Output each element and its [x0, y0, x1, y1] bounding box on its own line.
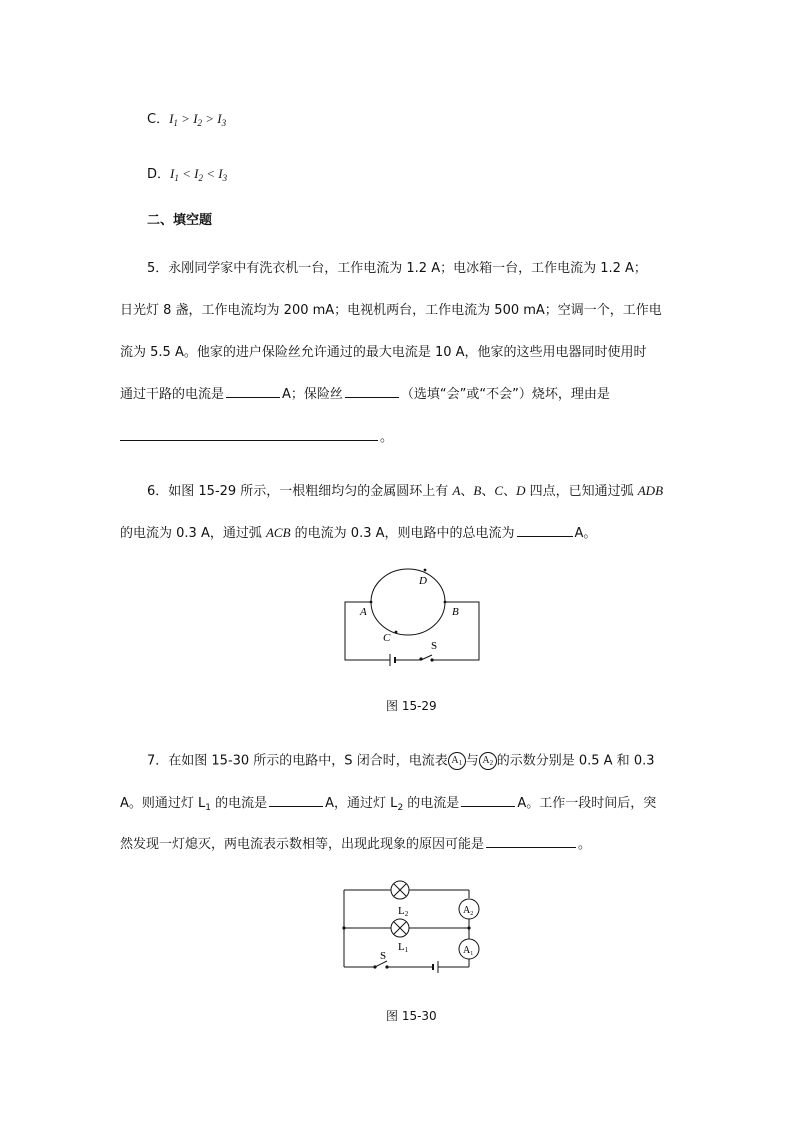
q5-line4	[120, 385, 610, 404]
label-s: S	[380, 950, 387, 962]
sep: 、	[481, 484, 495, 499]
q5-text-a: 通过干路的电流是	[120, 387, 225, 402]
sep: 、	[460, 484, 474, 499]
wire-left	[345, 602, 390, 660]
q5-text-b: A；保险丝	[282, 387, 343, 402]
sep: 、	[503, 484, 517, 499]
q7-blank-reason[interactable]	[486, 835, 576, 848]
q5-line1: 5．永刚同学家中有洗衣机一台，工作电流为 1.2 A；电冰箱一台，工作电流为 1.2 A；	[147, 261, 647, 276]
label-d: D	[419, 575, 427, 587]
section-title: 二、填空题	[147, 213, 213, 228]
figure-15-29	[335, 562, 485, 668]
q7-text-g: A。工作一段时间后，突	[517, 796, 657, 811]
label-a1: $A_1$	[463, 945, 474, 957]
q5-line2: 日光灯 8 盏，工作电流均为 200 mA；电视机两台，工作电流为 500 mA；空调一个，工作电	[120, 303, 662, 318]
label-l2: L2	[398, 905, 409, 918]
q7-line3	[120, 835, 591, 854]
q7-text-e: A，通过灯 L	[325, 796, 398, 811]
metal-ring	[371, 569, 445, 635]
point-d: D	[516, 483, 526, 498]
arc-adb: ADB	[637, 483, 664, 498]
q7-text-f: 的电流是	[403, 796, 460, 811]
figure-15-30	[340, 878, 486, 974]
switch-blade	[421, 655, 432, 660]
q5-text-c: （选填“会”或“不会”）烧坏，理由是	[400, 387, 610, 402]
q6-blank-total[interactable]	[517, 524, 573, 537]
q7-line2: A。则通过灯 $L_1$ 的电流是 A，通过灯 $L_2$ 的电流是 A。工作一段时间后，突	[120, 796, 657, 813]
caption-15-30: 图 15-30	[386, 1009, 437, 1023]
q5-blank-current[interactable]	[226, 385, 280, 398]
option-c-expr: $I_1 > I_2 > I_3$	[169, 111, 227, 128]
label-s: S	[431, 640, 438, 652]
option-d	[147, 165, 227, 184]
q6-text-b: 四点，已知通过弧	[525, 484, 638, 499]
point-a: A	[452, 483, 461, 498]
q5-blank-fuse[interactable]	[345, 385, 399, 398]
q7-blank-l1[interactable]	[269, 794, 323, 807]
label-a2: $A_2$	[463, 905, 474, 917]
q7-text-h: 然发现一灯熄灭，两电流表示数相等，出现此现象的原因可能是	[120, 837, 485, 852]
q7-text-i: 。	[578, 837, 592, 852]
option-d-expr: $I_1 < I_2 < I_3$	[170, 166, 228, 183]
q5-line5-end: 。	[380, 430, 394, 445]
caption-15-29: 图 15-29	[386, 699, 437, 713]
q7-text-a: 7．在如图 15-30 所示的电路中，S 闭合时，电流表	[147, 753, 448, 769]
q7-blank-l2[interactable]	[461, 794, 515, 807]
q6-text-d: 的电流为 0.3 A，则电路中的总电流为	[290, 526, 515, 541]
q7-line1	[147, 752, 655, 771]
q7-text-yu: 与	[465, 753, 479, 769]
option-c	[147, 110, 226, 129]
label-b: B	[452, 606, 459, 618]
ammeter-a2-symbol: $A_2$	[479, 752, 497, 770]
point-b: B	[473, 483, 482, 498]
q5-blank-reason[interactable]	[120, 428, 378, 441]
q7-text-d: 的电流是	[211, 796, 268, 811]
arc-acb: ACB	[265, 525, 291, 540]
option-d-label: D．	[147, 167, 171, 182]
point-c: C	[494, 483, 504, 498]
label-l1: L1	[398, 941, 409, 954]
q6-line1	[147, 482, 663, 501]
q6-text-e: A。	[574, 526, 597, 541]
q5-line3: 流为 5.5 A。他家的进户保险丝允许通过的最大电流是 10 A，他家的这些用电器同时使用时	[120, 345, 647, 360]
q7-text-c: A。则通过灯 L	[120, 796, 206, 811]
label-c: C	[383, 632, 391, 644]
label-a: A	[360, 606, 367, 618]
q6-text-a: 6．如图 15-29 所示，一根粗细均匀的金属圆环上有	[147, 484, 453, 499]
q6-line2	[120, 524, 596, 543]
q5-line5	[120, 428, 393, 447]
ammeter-a1-symbol: $A_1$	[448, 752, 466, 770]
q6-text-c: 的电流为 0.3 A，通过弧	[120, 526, 266, 541]
option-c-label: C．	[147, 112, 170, 127]
q7-text-b: 的示数分别是 0.5 A 和 0.3	[496, 753, 655, 769]
